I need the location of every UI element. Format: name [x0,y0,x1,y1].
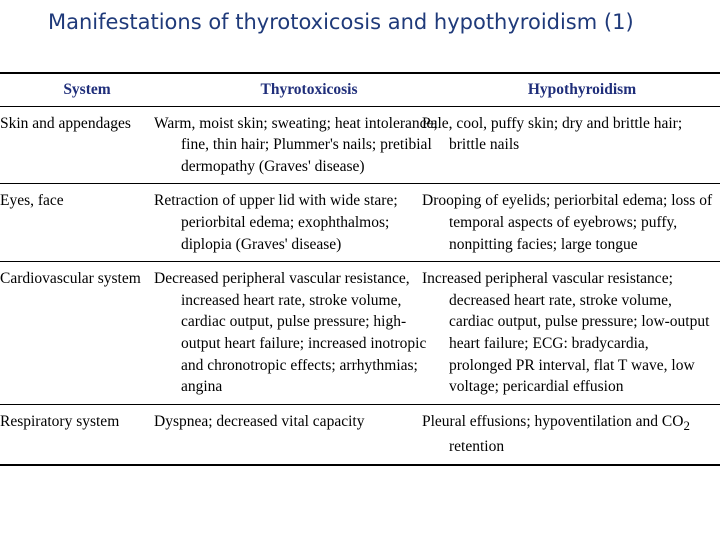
system-cell: Cardiovascular system [0,262,174,405]
system-cell: Respiratory system [0,404,174,465]
table-row [0,184,720,262]
thyrotoxicosis-cell: Warm, moist skin; sweating; heat intolerance; fine, thin hair; Plummer's nails; pretibial dermopathy (Graves' disease) [174,106,444,184]
hypothyroidism-text-part: Pleural effusions; hypoventilation and CO [422,412,684,430]
hypothyroidism-cell: Pale, cool, puffy skin; dry and brittle hair; brittle nails [444,106,720,184]
table-row [0,404,720,465]
header-hypothyroidism: Hypothyroidism [444,73,720,106]
thyrotoxicosis-cell: Dyspnea; decreased vital capacity [174,404,444,465]
thyrotoxicosis-cell: Decreased peripheral vascular resistance, increased heart rate, stroke volume, cardiac output, pulse pressure; high-output heart failure; increased inotropic and chronotropic effects; arrhythmias; angina [174,262,444,405]
header-system: System [0,73,174,106]
co2-subscript: 2 [683,417,690,433]
table-header-row [0,73,720,106]
hypothyroidism-cell [422,404,720,465]
system-cell: Skin and appendages [0,106,174,184]
system-cell: Eyes, face [0,184,174,262]
header-thyrotoxicosis: Thyrotoxicosis [174,73,444,106]
hypothyroidism-text-part: retention [449,438,505,456]
hypothyroidism-cell: Drooping of eyelids; periorbital edema; loss of temporal aspects of eyebrows; puffy, nonpitting facies; large tongue [444,184,720,262]
table-row [0,106,720,184]
table-row [0,262,720,405]
slide-title: Manifestations of thyrotoxicosis and hypothyroidism (1) [48,10,634,34]
comparison-table-container [0,72,720,466]
hypothyroidism-cell: Increased peripheral vascular resistance; decreased heart rate, stroke volume, cardiac output, pulse pressure; low-output heart failure; ECG: bradycardia, prolonged PR interval, flat T wave, low voltage; pericardial effusion [444,262,720,405]
thyrotoxicosis-cell: Retraction of upper lid with wide stare; periorbital edema; exophthalmos; diplopia (Graves' disease) [174,184,444,262]
comparison-table [0,72,720,466]
